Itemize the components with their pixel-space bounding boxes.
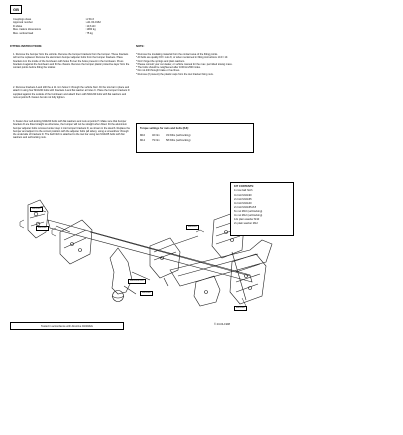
torque-ftlbs: 58 ft/lbs (self-locking) xyxy=(166,138,191,142)
label-m10x90-mid: M10X90 xyxy=(142,292,151,294)
spec-key: Max. vertical load xyxy=(13,31,34,35)
torque-ftlbs: 33 ft/lbs (self-locking) xyxy=(166,134,191,138)
spec-value: : e11 00-0162 xyxy=(85,21,101,25)
spec-key: Couplings class xyxy=(13,18,32,21)
spec-value: : 10,6 kN xyxy=(85,24,96,28)
far-right-bracket xyxy=(230,254,266,304)
torque-nm: 46 Nm xyxy=(152,134,160,138)
note-item: * Do not drill through brake or fuel lines. xyxy=(136,69,180,73)
tow-ball xyxy=(113,291,124,302)
kit-item: 6x nut M10 (self-locking) xyxy=(234,209,263,213)
label-m10x65: M10X65 xyxy=(188,226,197,228)
note-item: * All bolts are quality 8.8 / nuts 8, or when mentioned in fitting instructions 10.9 / 10. xyxy=(136,56,228,60)
hitch-neck xyxy=(110,248,132,294)
spec-value: : 1960 kg xyxy=(85,28,96,32)
copyright-date: © 23-04-1998 xyxy=(214,323,230,326)
label-m10x90-left: M10X90 xyxy=(38,227,47,229)
torque-nm: 79 Nm xyxy=(152,138,160,142)
left-bracket xyxy=(28,200,48,238)
kit-item: 2x plain washer M12 xyxy=(234,222,258,226)
kit-contents-box xyxy=(230,182,294,236)
fitting-instructions-title: FITTING INSTRUCTIONS: xyxy=(10,45,43,48)
kit-title: KIT CONTENTS: xyxy=(234,185,255,188)
kit-item: 4x nut M12 (self-locking) xyxy=(234,213,263,217)
torque-title: Torque settings for nuts and bolts (8.8): xyxy=(140,127,189,130)
right-arm xyxy=(170,240,272,286)
kit-item: 2x bolt M10x65 xyxy=(234,197,252,201)
torque-size: M12 xyxy=(140,138,146,142)
note-item: * Don't forget the springs and plain washers. xyxy=(136,59,185,63)
note-title: NOTE: xyxy=(136,45,145,48)
kit-item: 4x bolt M10x40 xyxy=(234,201,252,205)
kit-list xyxy=(231,189,293,226)
spec-value: : A 50-X xyxy=(85,18,95,21)
label-m10x40: M10X40 xyxy=(32,208,41,210)
left-mount-plate xyxy=(60,220,92,264)
fitting-step-3: 3. Fasten four self-locking M10x90 bolts with flat washers and nuts at points H. Make sure that bumper brackets D are fitted straight as otherwise, the bumper will not be straight when fitted. Fit the aluminium bumper adjuster bolts removed under step 1 into bumper brackets D, as shown in the sketch. Replace the bumper and adjust it to the correct position with the adjuster bolts (all sides), using a screwdriver through the underside of brackets D. The ball hitch is attached to the tow bar using two M10x65 bolts with flat washers and self-locking nuts. xyxy=(13,120,131,140)
spec-key: Max. trailers dimensions xyxy=(13,28,41,32)
spec-key: Approval number xyxy=(13,21,33,25)
label-m10x90-right: M10X90 xyxy=(236,307,245,309)
kit-item: 12x plain washer M10 xyxy=(234,218,260,222)
kit-item: 2x bolt M10x65-8.8 xyxy=(234,205,257,209)
note-item: * Remove (if present) the plastic caps from the tow bracket fixing nuts. xyxy=(136,72,214,76)
label-m10x65-8: M10X65/31.2 xyxy=(130,280,144,282)
kit-item: 1x tow ball hitch xyxy=(234,189,253,193)
fitting-step-1: 1. Remove the bumper from the vehicle. Remove the bumper brackets from the bumper. These brackets will not be replaced. Remove the aluminium bumper adjuster bolts from the bumper brackets. Place brackets A in the inside of the bumbeam with holes B over the holes present in the bumbeam. Press brackets A against the bumbeam and fit the chassis. Remove the bumper plastic protective layer from the contact points before fitting the towbar. xyxy=(13,53,130,70)
spec-key: D-Value xyxy=(13,24,23,28)
note-item: * Please consult your car dealer, or vehicle manual for the max. permitted towing mass. xyxy=(136,62,233,66)
tested-directive-box: Tested in accordance with directive 94/20/EG xyxy=(10,322,124,330)
note-item: * Remove the insulating material from the contact area of the fitting points. xyxy=(136,53,218,56)
note-item: * The bolts should be retightened after 1000 km/600 miles. xyxy=(136,66,201,70)
torque-size: M10 xyxy=(140,134,146,138)
fitting-step-2: 2. Remove brackets A and drill the ø 11 mm holes C through the vehicle floor. Fit the tow bar in place and attach it using four M10x90 bolts with brackets A and flat washer at holes C. Place the bumper brackets D supplied against the outside of the bumbeam and attach them with M10x90 bolts with flat washers and nuts at points B. Fasten but do not fully tighten. xyxy=(13,86,130,99)
kit-item: 4x bolt M10x90 xyxy=(234,193,252,197)
country-badge: GB xyxy=(10,5,22,14)
spec-value: : 75 kg xyxy=(85,31,93,35)
